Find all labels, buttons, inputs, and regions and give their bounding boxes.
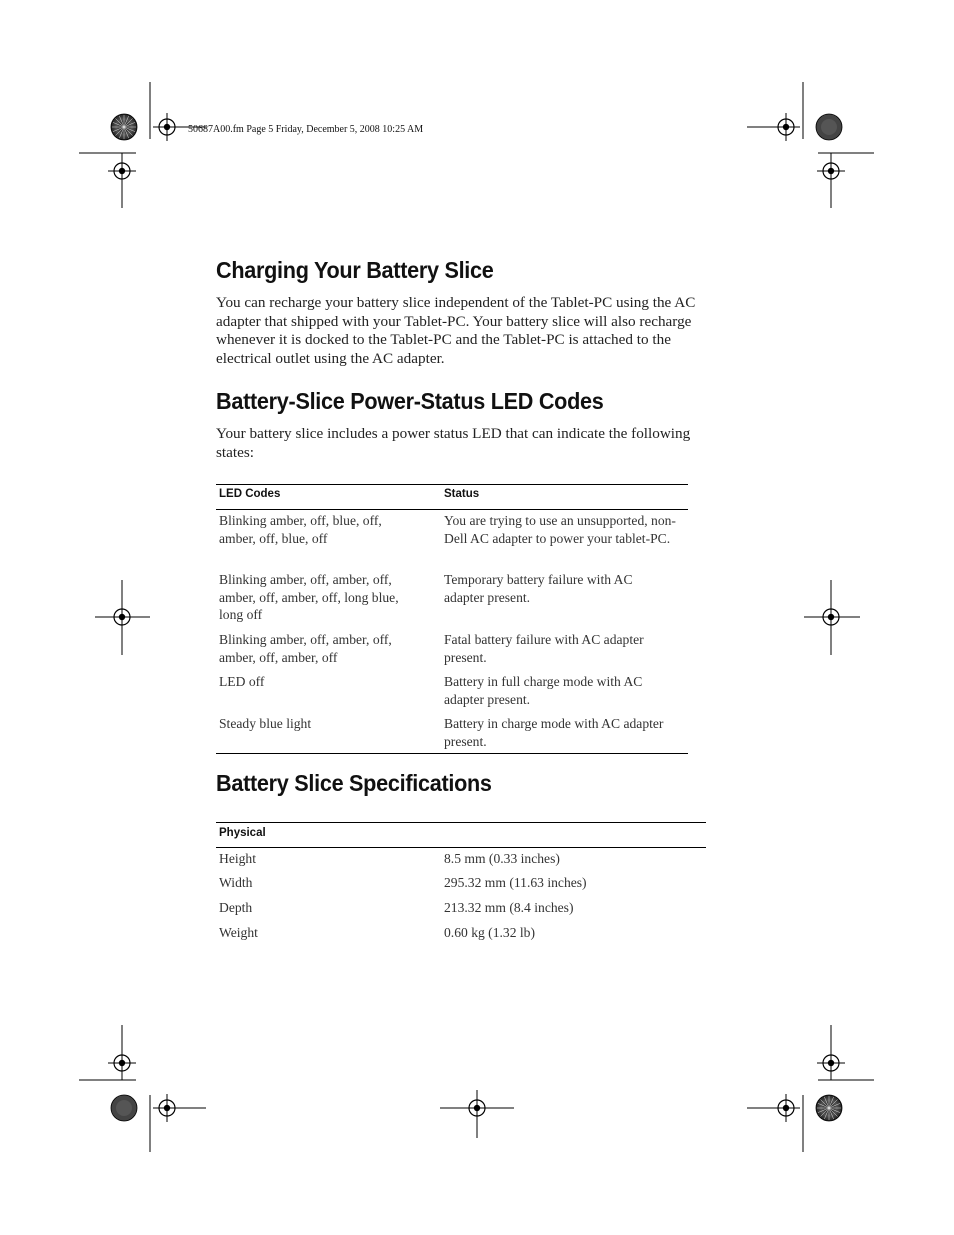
- led-intro-paragraph: Your battery slice includes a power status LED that can indicate the following states:: [216, 425, 691, 461]
- table-top-rule: [216, 484, 688, 485]
- spec-value-depth: 213.32 mm (8.4 inches): [444, 900, 574, 915]
- led-code-cell: Steady blue light: [219, 716, 312, 731]
- spec-value-height: 8.5 mm (0.33 inches): [444, 851, 560, 866]
- spec-label-width: Width: [219, 875, 253, 890]
- spec-value-width: 295.32 mm (11.63 inches): [444, 875, 587, 890]
- column-header-led-codes: LED Codes: [219, 488, 281, 500]
- column-header-status: Status: [444, 488, 480, 500]
- print-slug-line: 50687A00.fm Page 5 Friday, December 5, 2008 10:25 AM: [188, 124, 424, 135]
- led-code-cell: Blinking amber, off, amber, off, amber, off, amber, off: [219, 632, 392, 665]
- spec-label-depth: Depth: [219, 900, 253, 915]
- header-rule: [216, 847, 706, 848]
- led-status-cell: Battery in full charge mode with AC adapter present.: [444, 674, 643, 707]
- physical-specs-table: [216, 822, 706, 950]
- column-header-physical: Physical: [219, 827, 266, 839]
- spec-label-weight: Weight: [219, 925, 258, 940]
- header-rule: [216, 509, 688, 510]
- led-status-cell: Temporary battery failure with AC adapter present.: [444, 572, 633, 605]
- heading-charging: Charging Your Battery Slice: [216, 257, 494, 283]
- heading-led-codes: Battery-Slice Power-Status LED Codes: [216, 388, 604, 414]
- led-status-cell: Fatal battery failure with AC adapter present.: [444, 632, 644, 665]
- led-codes-table: [216, 484, 688, 756]
- led-status-cell: Battery in charge mode with AC adapter present.: [444, 716, 664, 749]
- led-code-cell: LED off: [219, 674, 265, 689]
- spec-value-weight: 0.60 kg (1.32 lb): [444, 925, 535, 940]
- led-code-cell: Blinking amber, off, amber, off, amber, off, amber, off, long blue, long off: [219, 572, 399, 622]
- led-code-cell: Blinking amber, off, blue, off, amber, off, blue, off: [219, 513, 382, 546]
- heading-specifications: Battery Slice Specifications: [216, 770, 492, 796]
- spec-label-height: Height: [219, 851, 256, 866]
- led-status-cell: You are trying to use an unsupported, non-Dell AC adapter to power your tablet-PC.: [444, 513, 676, 546]
- table-top-rule: [216, 822, 706, 823]
- charging-paragraph: You can recharge your battery slice independent of the Tablet-PC using the AC adapter that shipped with your Tablet-PC. Your battery slice will also recharge whenever it is docked to the Tablet-PC and the Tablet-PC is attached to the electrical outlet using the AC adapter.: [216, 294, 696, 367]
- table-bottom-rule: [216, 753, 688, 754]
